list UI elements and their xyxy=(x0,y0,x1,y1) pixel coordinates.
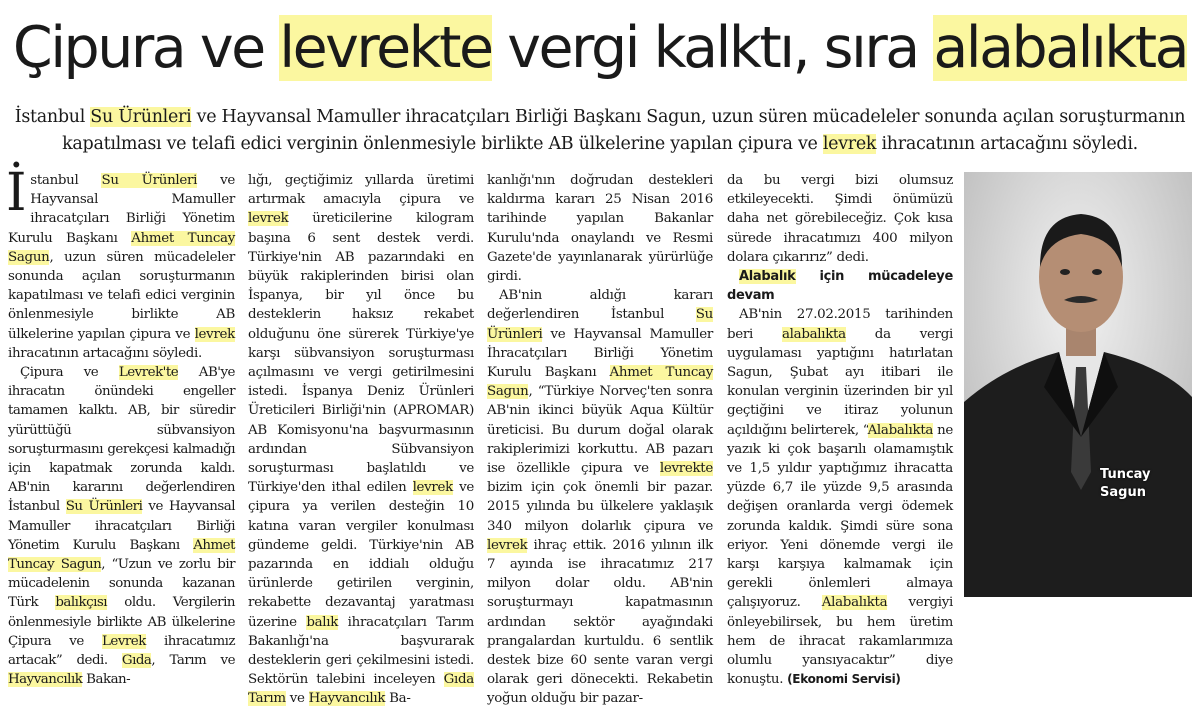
highlight: Hayvancılık xyxy=(308,691,386,707)
highlight: Hayvancılık xyxy=(8,672,83,688)
text: Ba- xyxy=(385,691,411,707)
highlight: levrek xyxy=(248,211,289,227)
text: üreticilerine kilogram başına 6 sent destek verdi. Türkiye'nin AB pazarındaki en büyük rakiplerinden birisi olan İspanya, bir yıl önce bu desteklerin haksız rekabet olduğunu öne sürerek Türkiye'ye karşı sübvansiyon soruşturması açılmasını ve vergi getirilmesini istedi. İspanya Deniz Ürünleri Üreticileri Birliği'nin (APROMAR) AB Komisyonu'na başvurmasının ardından Sübvansiyon soruşturması başlatıldı ve Türkiye'den ithal edilen xyxy=(248,211,474,496)
headline-highlight-alabalikta: alabalıkta xyxy=(933,15,1188,81)
photo-caption xyxy=(1100,466,1180,502)
text: için mücadeleye devam xyxy=(727,269,953,304)
headline-text-2: vergi kalktı, sıra xyxy=(491,15,934,81)
highlight: Levrek xyxy=(102,633,146,649)
text: ihraç ettik. 2016 yılının ilk 7 ayında ise ihracatımız 217 milyon dolar oldu. AB'nin soruşturmayı kapatmasının ardından sektör ayağındaki prangalardan kurtuldu. 6 sentlik destek bize 60 sente varan vergi olarak geri dönecekti. Rekabetin yoğun olduğu bir pazar- xyxy=(487,537,713,707)
text: , “Türkiye Norveç'ten sonra AB'nin ikinci büyük Aqua Kültür üreticisi. Bu durum doğal olarak rakiplerimizi korkuttu. AB pazarı ise özellikle çipura ve xyxy=(487,384,713,477)
text: bizim için çok önemli bir pazar. 2015 yılında bu ülkelere yaklaşık 340 milyon dolarlık çipura ve xyxy=(487,480,713,534)
text: Çipura ve xyxy=(20,365,119,381)
caption-line: Sagun xyxy=(1100,485,1146,500)
portrait-photo xyxy=(964,172,1192,597)
text: AB'nin aldığı kararı değerlendiren İstanbul xyxy=(487,288,713,323)
highlight: Su Ürünleri xyxy=(101,173,198,188)
highlight: levrek xyxy=(194,326,235,342)
portrait-illustration xyxy=(964,172,1192,597)
subheading xyxy=(727,267,953,305)
text: da vergi uygulaması yaptığını hatırlatan Sagun, Şubat ayı itibari ile konulan verginin üzerinden bir yıl geçtiğini ve itiraz yolunun açıldığını belirterek, “ xyxy=(727,326,953,438)
paragraph xyxy=(8,363,235,689)
lead-paragraph xyxy=(12,104,1188,158)
lead-text: ihracatının artacağını söyledi. xyxy=(876,134,1138,154)
lead-text: ve Hayvansal Mamuller ihracatçıları Birliği Başkanı Sagun, uzun süren mücadeleler sonunda açılan soruşturmanın kapatılması ve telafi edici verginin önlenmesiyle birlikte AB ülkelerine yapılan çipura ve xyxy=(62,107,1186,154)
article-column-2 xyxy=(248,171,474,707)
highlight: Ahmet Tuncay Sagun xyxy=(8,537,235,573)
text: , Tarım ve xyxy=(151,653,235,669)
paragraph xyxy=(727,305,953,689)
text: , “Uzun ve zorlu bir mücadelenin sonunda kazanan Türk xyxy=(8,557,236,611)
highlight: Alabalıkta xyxy=(867,422,934,438)
text: oldu. Vergilerin önlenmesiyle birlikte AB ülkelerine Çipura ve xyxy=(8,595,235,649)
caption-line: Tuncay xyxy=(1100,467,1151,482)
text: stanbul xyxy=(30,173,102,188)
paragraph xyxy=(248,171,474,709)
highlight: Ahmet Tuncay Sagun xyxy=(487,365,713,400)
article-column-3 xyxy=(487,171,713,707)
text: ihracatçıları Tarım Bakanlığı'na başvurarak desteklerin geri çekilmesini istedi. Sektörün talebini inceleyen xyxy=(248,614,474,688)
text: ihracatının artacağını söyledi. xyxy=(8,345,202,361)
highlight: Gıda xyxy=(121,653,152,669)
headline xyxy=(0,0,1200,96)
lead-highlight: Su Ürünleri xyxy=(90,107,192,127)
highlight: levrek xyxy=(487,537,528,553)
text: ne yazık ki çok başarılı olamamıştık ve 1,5 yıldır yaptığımız ihracatta yüzde 6,7 ile yüzde 9,5 arasında değişen oranlarda vergi ödemek zorunda kaldık. Şimdi süre sona eriyor. Yeni dönemde vergi ile karşı karşıya kalmamak için gerekli önlemleri almaya çalışıyoruz. xyxy=(727,422,954,611)
highlight: Su Ürünleri xyxy=(487,307,713,342)
paragraph: kanlığı'nın doğrudan destekleri kaldırma kararı 25 Nisan 2016 tarihinde yapılan Bakanlar Kurulu'nda onaylandı ve Resmi Gazete'de yayınlanarak yürürlüğe girdi. xyxy=(487,173,713,285)
text: lığı, geçtiğimiz yıllarda üretimi artırmak amacıyla çipura ve xyxy=(248,173,474,208)
highlight: Alabalık xyxy=(739,269,796,285)
text: vergiyi önleyebilirsek, bu hem üretim hem de ihracat rakamlarımıza olumlu yansıyacaktır” diye konuştu. xyxy=(727,595,953,688)
text: , uzun süren mücadeleler sonunda açılan soruşturmanın kapatılması ve telafi edici verginin önlenmesiyle birlikte AB ülkelerine yapılan çipura ve xyxy=(8,249,235,342)
paragraph xyxy=(487,286,713,708)
paragraph xyxy=(6,163,235,363)
lead-highlight: levrek xyxy=(822,134,877,154)
highlight: Ahmet Tuncay Sagun xyxy=(8,230,235,265)
drop-cap: İ xyxy=(6,163,27,223)
text: ve çipura ya verilen desteğin 10 katına varan vergiler konulması gündeme geldi. Türkiye'nin AB pazarında en iddialı olduğu ürünlerde getirilen verginin, rekabette dezavantaj yaratması üzerine xyxy=(248,480,474,630)
text: AB'nin 27.02.2015 tarihinden beri xyxy=(727,307,953,342)
byline: (Ekonomi Servisi) xyxy=(787,672,901,687)
highlight: Alabalıkta xyxy=(821,595,888,611)
text: ve xyxy=(285,691,309,707)
text: AB'ye ihracatın önündeki engeller tamamen kalktı. AB, bir süredir yürüttüğü sübvansiyon soruşturmasını gerekçesi kalmadığı için kapatmak zorunda kaldı. AB'nin kararını değerlendiren İstanbul xyxy=(8,365,235,515)
highlight: alabalıkta xyxy=(781,326,846,342)
text: ihracatımız artacak” dedi. xyxy=(8,633,235,669)
highlight: levrekte xyxy=(659,461,713,477)
paragraph: da bu vergi bizi olumsuz etkileyecekti. Şimdi önümüzü daha net görebileceğiz. Çok kısa sürede ihracatımızı 400 milyon dolara çıkarırız” dedi. xyxy=(727,173,953,265)
article-column-4 xyxy=(727,171,954,688)
highlight: Su Ürünleri xyxy=(65,499,143,515)
text: ve Hayvansal Mamuller ihracatçıları Birliği Yönetim Kurulu Başkanı xyxy=(8,173,235,246)
article-column-1 xyxy=(6,163,236,688)
text: ve Hayvansal Mamuller ihracatçıları Birliği Yönetim Kurulu Başkanı xyxy=(8,499,235,553)
highlight: balık xyxy=(306,614,339,630)
highlight: balıkçısı xyxy=(55,595,108,611)
text: Bakan- xyxy=(82,672,131,688)
highlight: Gıda Tarım xyxy=(248,672,474,707)
headline-highlight-levrekte: levrekte xyxy=(279,15,492,81)
lead-text: İstanbul xyxy=(14,107,91,127)
headline-text-1: Çipura ve xyxy=(12,15,280,81)
text: ve Hayvansal Mamuller İhracatçıları Birliği Yönetim Kurulu Başkanı xyxy=(487,326,713,381)
highlight: Levrek'te xyxy=(118,365,179,381)
highlight: levrek xyxy=(412,480,453,496)
